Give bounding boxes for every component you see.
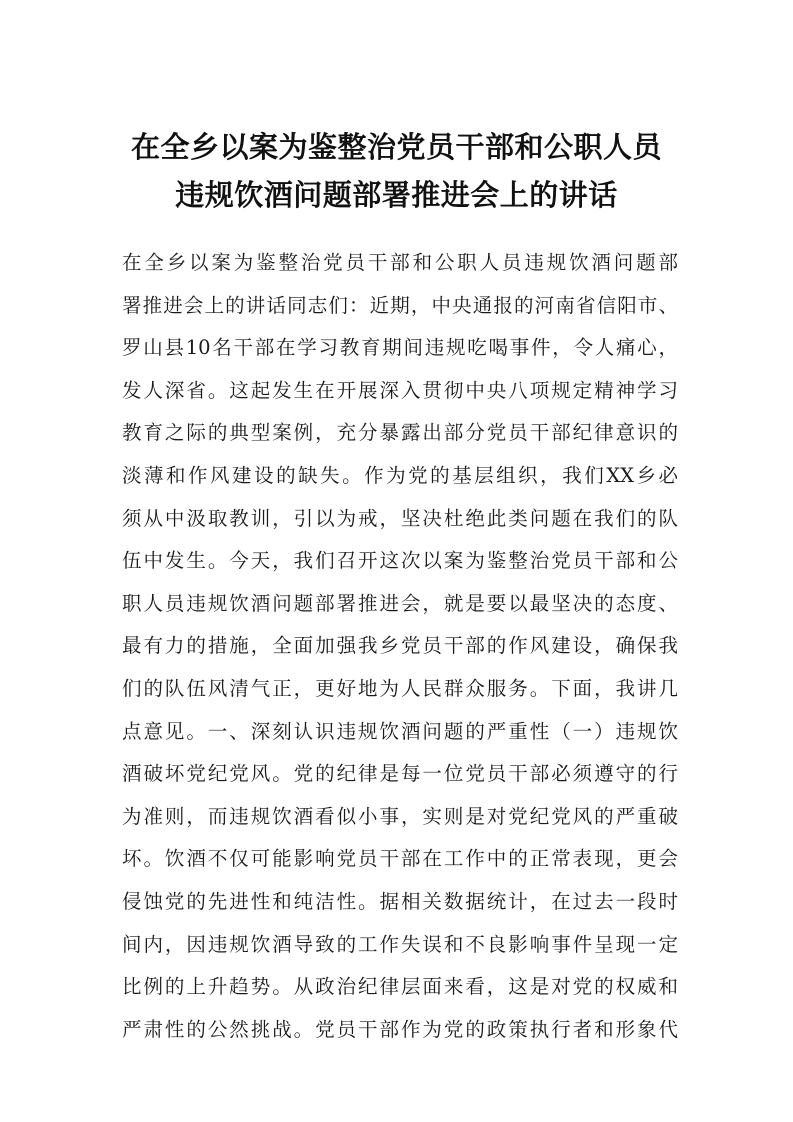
body-line: 比例的上升趋势。从政治纪律层面来看，这是对党的权威和 <box>122 975 678 999</box>
body-line: 淡薄和作风建设的缺失。作为党的基层组织，我们XX乡必 <box>122 463 678 487</box>
body-line: 罗山县10名干部在学习教育期间违规吃喝事件，令人痛心， <box>122 336 678 360</box>
body-line: 署推进会上的讲话同志们：近期，中央通报的河南省信阳市、 <box>122 293 678 317</box>
body-line: 们的队伍风清气正，更好地为人民群众服务。下面，我讲几 <box>122 676 678 700</box>
body-line: 严肃性的公然挑战。党员干部作为党的政策执行者和形象代 <box>122 1017 678 1041</box>
body-line: 酒破坏党纪党风。党的纪律是每一位党员干部必须遵守的行 <box>122 762 678 786</box>
body-line: 最有力的措施，全面加强我乡党员干部的作风建设，确保我 <box>122 634 678 658</box>
body-line: 坏。饮酒不仅可能影响党员干部在工作中的正常表现，更会 <box>122 847 678 871</box>
body-line: 间内，因违规饮酒导致的工作失误和不良影响事件呈现一定 <box>122 932 678 956</box>
body-line: 点意见。一、深刻认识违规饮酒问题的严重性（一）违规饮 <box>122 719 678 743</box>
body-line: 侵蚀党的先进性和纯洁性。据相关数据统计，在过去一段时 <box>122 889 678 913</box>
body-line: 须从中汲取教训，引以为戒，坚决杜绝此类问题在我们的队 <box>122 506 678 530</box>
body-line: 在全乡以案为鉴整治党员干部和公职人员违规饮酒问题部 <box>122 251 678 274</box>
body-line: 职人员违规饮酒问题部署推进会，就是要以最坚决的态度、 <box>122 591 678 615</box>
body-line: 教育之际的典型案例，充分暴露出部分党员干部纪律意识的 <box>122 421 678 445</box>
document-title-line-2: 违规饮酒问题部署推进会上的讲话 <box>175 178 618 212</box>
document-body <box>122 242 678 1051</box>
body-line: 为准则，而违规饮酒看似小事，实则是对党纪党风的严重破 <box>122 804 678 828</box>
document-title-line-1: 在全乡以案为鉴整治党员干部和公职人员 <box>130 130 662 164</box>
body-line: 伍中发生。今天，我们召开这次以案为鉴整治党员干部和公 <box>122 549 678 573</box>
body-line: 发人深省。这起发生在开展深入贯彻中央八项规定精神学习 <box>122 378 678 402</box>
